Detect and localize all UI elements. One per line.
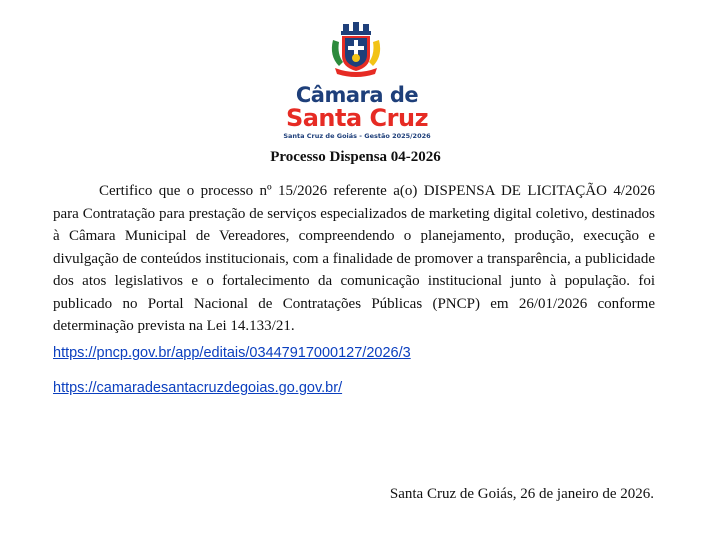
certificate-body: Certifico que o processo nº 15/2026 referente a(o) DISPENSA DE LICITAÇÃO 4/2026 para Contratação para prestação de serviços especializados de marketing digital coletivo, destinados à Câmara Municipal de Vereadores, compreendendo o planejamento, produção, execução e divulgação de conteúdos institucionais, com a finalidade de promover a transparência, a publicidade dos atos legislativos e o fortalecimento da comunicação institucional junto à população. foi publicado no Portal Nacional de Contratações Públicas (PNCP) em 26/01/2026 conforme determinação prevista na Lei 14.133/21. — [53, 183, 655, 334]
pncp-link[interactable]: https://pncp.gov.br/app/editais/03447917000127/2026/3 — [53, 345, 411, 361]
logo-subtitle: Santa Cruz de Goiás - Gestão 2025/2026 — [283, 132, 431, 140]
date-location-signature: Santa Cruz de Goiás, 26 de janeiro de 2026. — [389, 486, 654, 502]
camara-website-link[interactable]: https://camaradesantacruzdegoias.go.gov.br/ — [53, 380, 343, 396]
camara-logo — [264, 22, 450, 140]
logo-title-line1: Câmara de — [295, 83, 419, 107]
municipal-coat-of-arms-icon — [329, 22, 383, 78]
logo-title-line2: Santa Cruz — [285, 104, 429, 132]
document-title: Processo Dispensa 04-2026 — [270, 149, 441, 165]
